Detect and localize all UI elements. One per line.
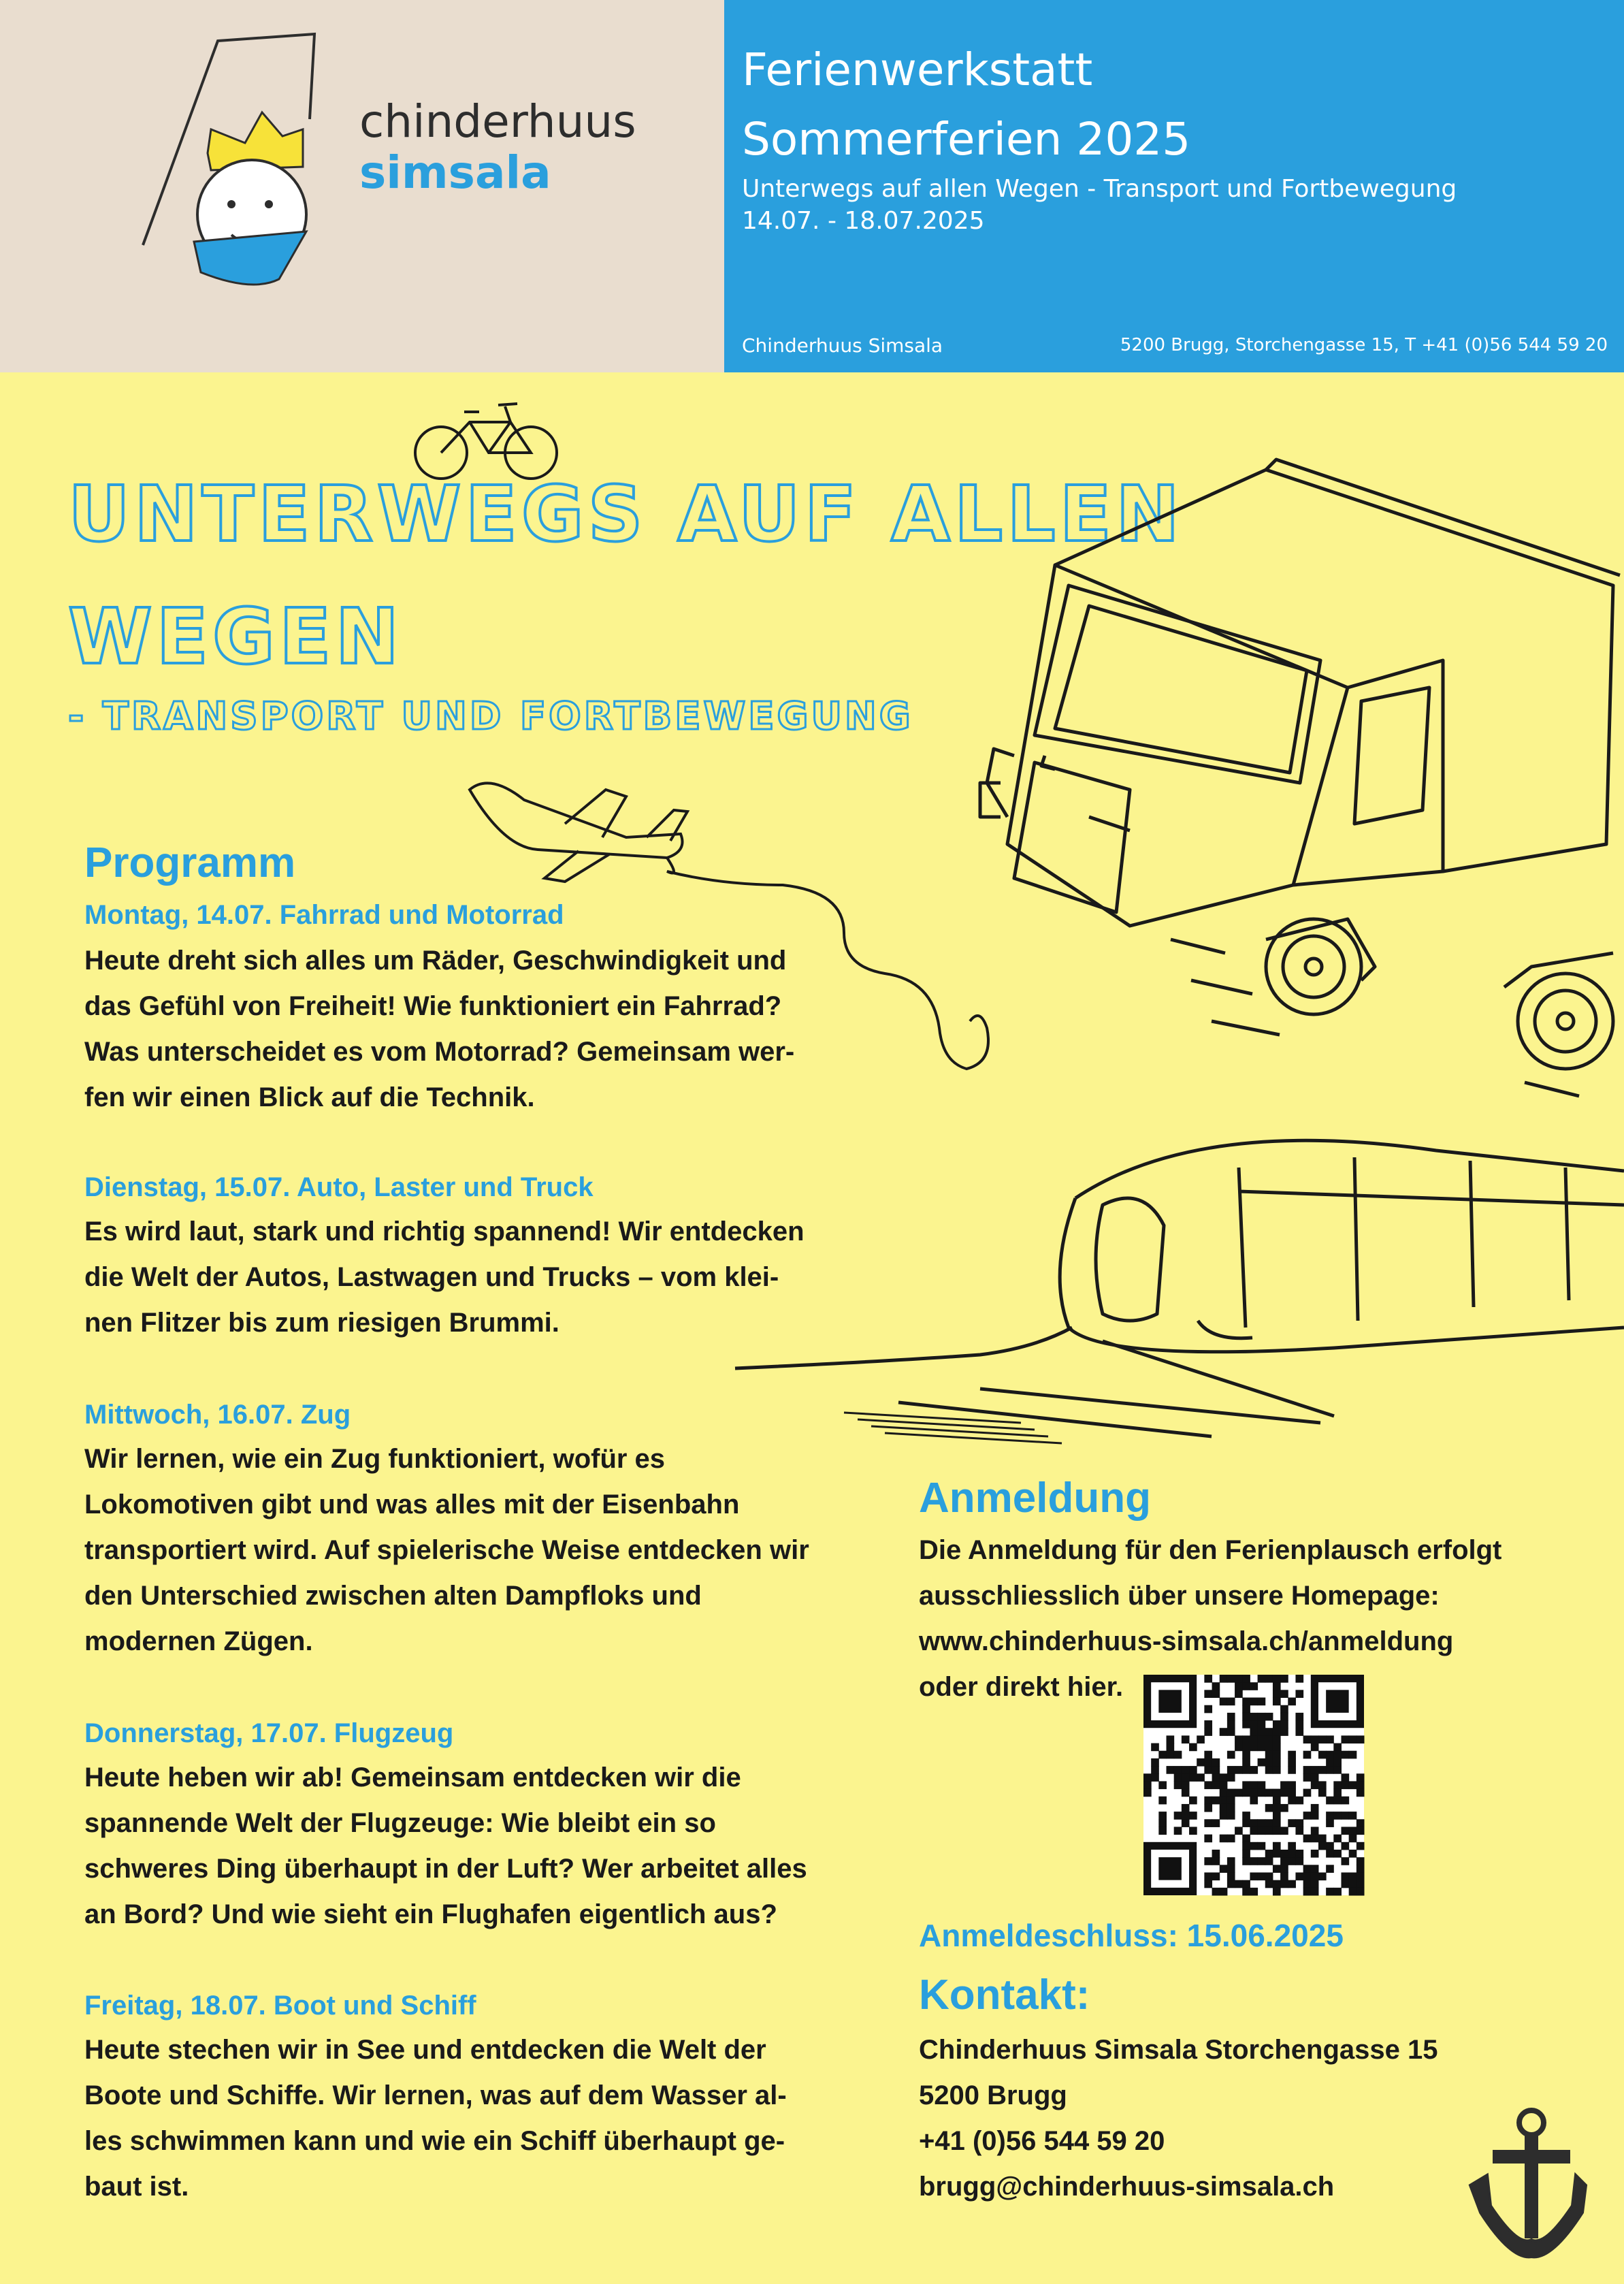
day-title-friday: Freitag, 18.07. Boot und Schiff <box>84 1991 476 2021</box>
header-title: Ferienwerkstatt <box>742 44 1093 96</box>
day-title-monday: Montag, 14.07. Fahrrad und Motorrad <box>84 900 564 930</box>
logo-wordmark-line2: simsala <box>359 146 551 199</box>
truck-illustration <box>967 463 1624 1110</box>
kontakt-email[interactable]: brugg@chinderhuus-simsala.ch <box>919 2172 1335 2202</box>
day-text-wednesday: Wir lernen, wie ein Zug funktioniert, wofür es Lokomotiven gibt und was alles mit der Eisenbahn transportiert wird. Auf spielerische Weise entdecken wir den Unterschied zwischen alten Dampfloks und modernen Zügen. <box>84 1444 809 1656</box>
hero-subtitle: - TRANSPORT UND FORTBEWEGUNG <box>68 694 913 739</box>
anmeldung-line1: Die Anmeldung für den Ferienplausch erfolgt <box>919 1535 1502 1565</box>
header-footer-name: Chinderhuus Simsala <box>742 334 943 357</box>
logo-panel <box>0 0 724 372</box>
train-illustration <box>721 1103 1624 1470</box>
header-subtitle: Unterwegs auf allen Wegen - Transport und Fortbewegung <box>742 175 1457 203</box>
day-text-thursday: Heute heben wir ab! Gemeinsam entdecken wir die spannende Welt der Flugzeuge: Wie bleibt ein so schweres Ding überhaupt in der Luft? Wer arbeitet alles an Bord? Und wie sieht ein Flughafen eigentlich aus? <box>84 1763 807 1929</box>
day-text-monday: Heute dreht sich alles um Räder, Geschwindigkeit und das Gefühl von Freiheit! Wie funktioniert ein Fahrrad? Was unterscheidet es vom Motorrad? Gemeinsam wer- fen wir einen Blick auf die Technik. <box>84 946 795 1112</box>
header-title-year: Sommerferien 2025 <box>742 113 1191 165</box>
anmeldung-line4: oder direkt hier. <box>919 1672 1124 1702</box>
day-title-thursday: Donnerstag, 17.07. Flugzeug <box>84 1718 454 1748</box>
header-footer-address: 5200 Brugg, Storchengasse 15, T +41 (0)56 544 59 20 <box>1120 335 1608 355</box>
programm-heading: Programm <box>84 839 296 886</box>
day-title-tuesday: Dienstag, 15.07. Auto, Laster und Truck <box>84 1172 594 1202</box>
kontakt-heading: Kontakt: <box>919 1972 1090 2018</box>
kontakt-phone[interactable]: +41 (0)56 544 59 20 <box>919 2126 1165 2156</box>
anmeldung-line2: ausschliesslich über unsere Homepage: <box>919 1581 1440 1611</box>
hero-title-line1: UNTERWEGS AUF ALLEN <box>68 470 1184 559</box>
kontakt-city: 5200 Brugg <box>919 2080 1067 2110</box>
anmeldung-heading: Anmeldung <box>919 1475 1151 1522</box>
qr-code[interactable] <box>1143 1675 1364 1895</box>
anmeldung-link[interactable]: www.chinderhuus-simsala.ch/anmeldung <box>919 1626 1454 1656</box>
header-dates: 14.07. - 18.07.2025 <box>742 207 985 235</box>
anmeldeschluss: Anmeldeschluss: 15.06.2025 <box>919 1918 1344 1953</box>
header-panel <box>724 0 1624 372</box>
hero-title-line2: WEGEN <box>68 593 404 681</box>
day-text-friday: Heute stechen wir in See und entdecken die Welt der Boote und Schiffe. Wir lernen, was auf dem Wasser al- les schwimmen kann und wie ein Schiff überhaupt ge- baut ist. <box>84 2035 787 2202</box>
kontakt-address: Chinderhuus Simsala Storchengasse 15 <box>919 2035 1438 2065</box>
day-text-tuesday: Es wird laut, stark und richtig spannend! Wir entdecken die Welt der Autos, Lastwagen und Trucks – vom klei- nen Flitzer bis zum riesigen Brummi. <box>84 1217 805 1338</box>
logo-mascot-icon <box>136 27 327 300</box>
anchor-icon <box>1457 2104 1586 2260</box>
logo-wordmark-line1: chinderhuus <box>359 95 636 148</box>
day-title-wednesday: Mittwoch, 16.07. Zug <box>84 1400 351 1430</box>
